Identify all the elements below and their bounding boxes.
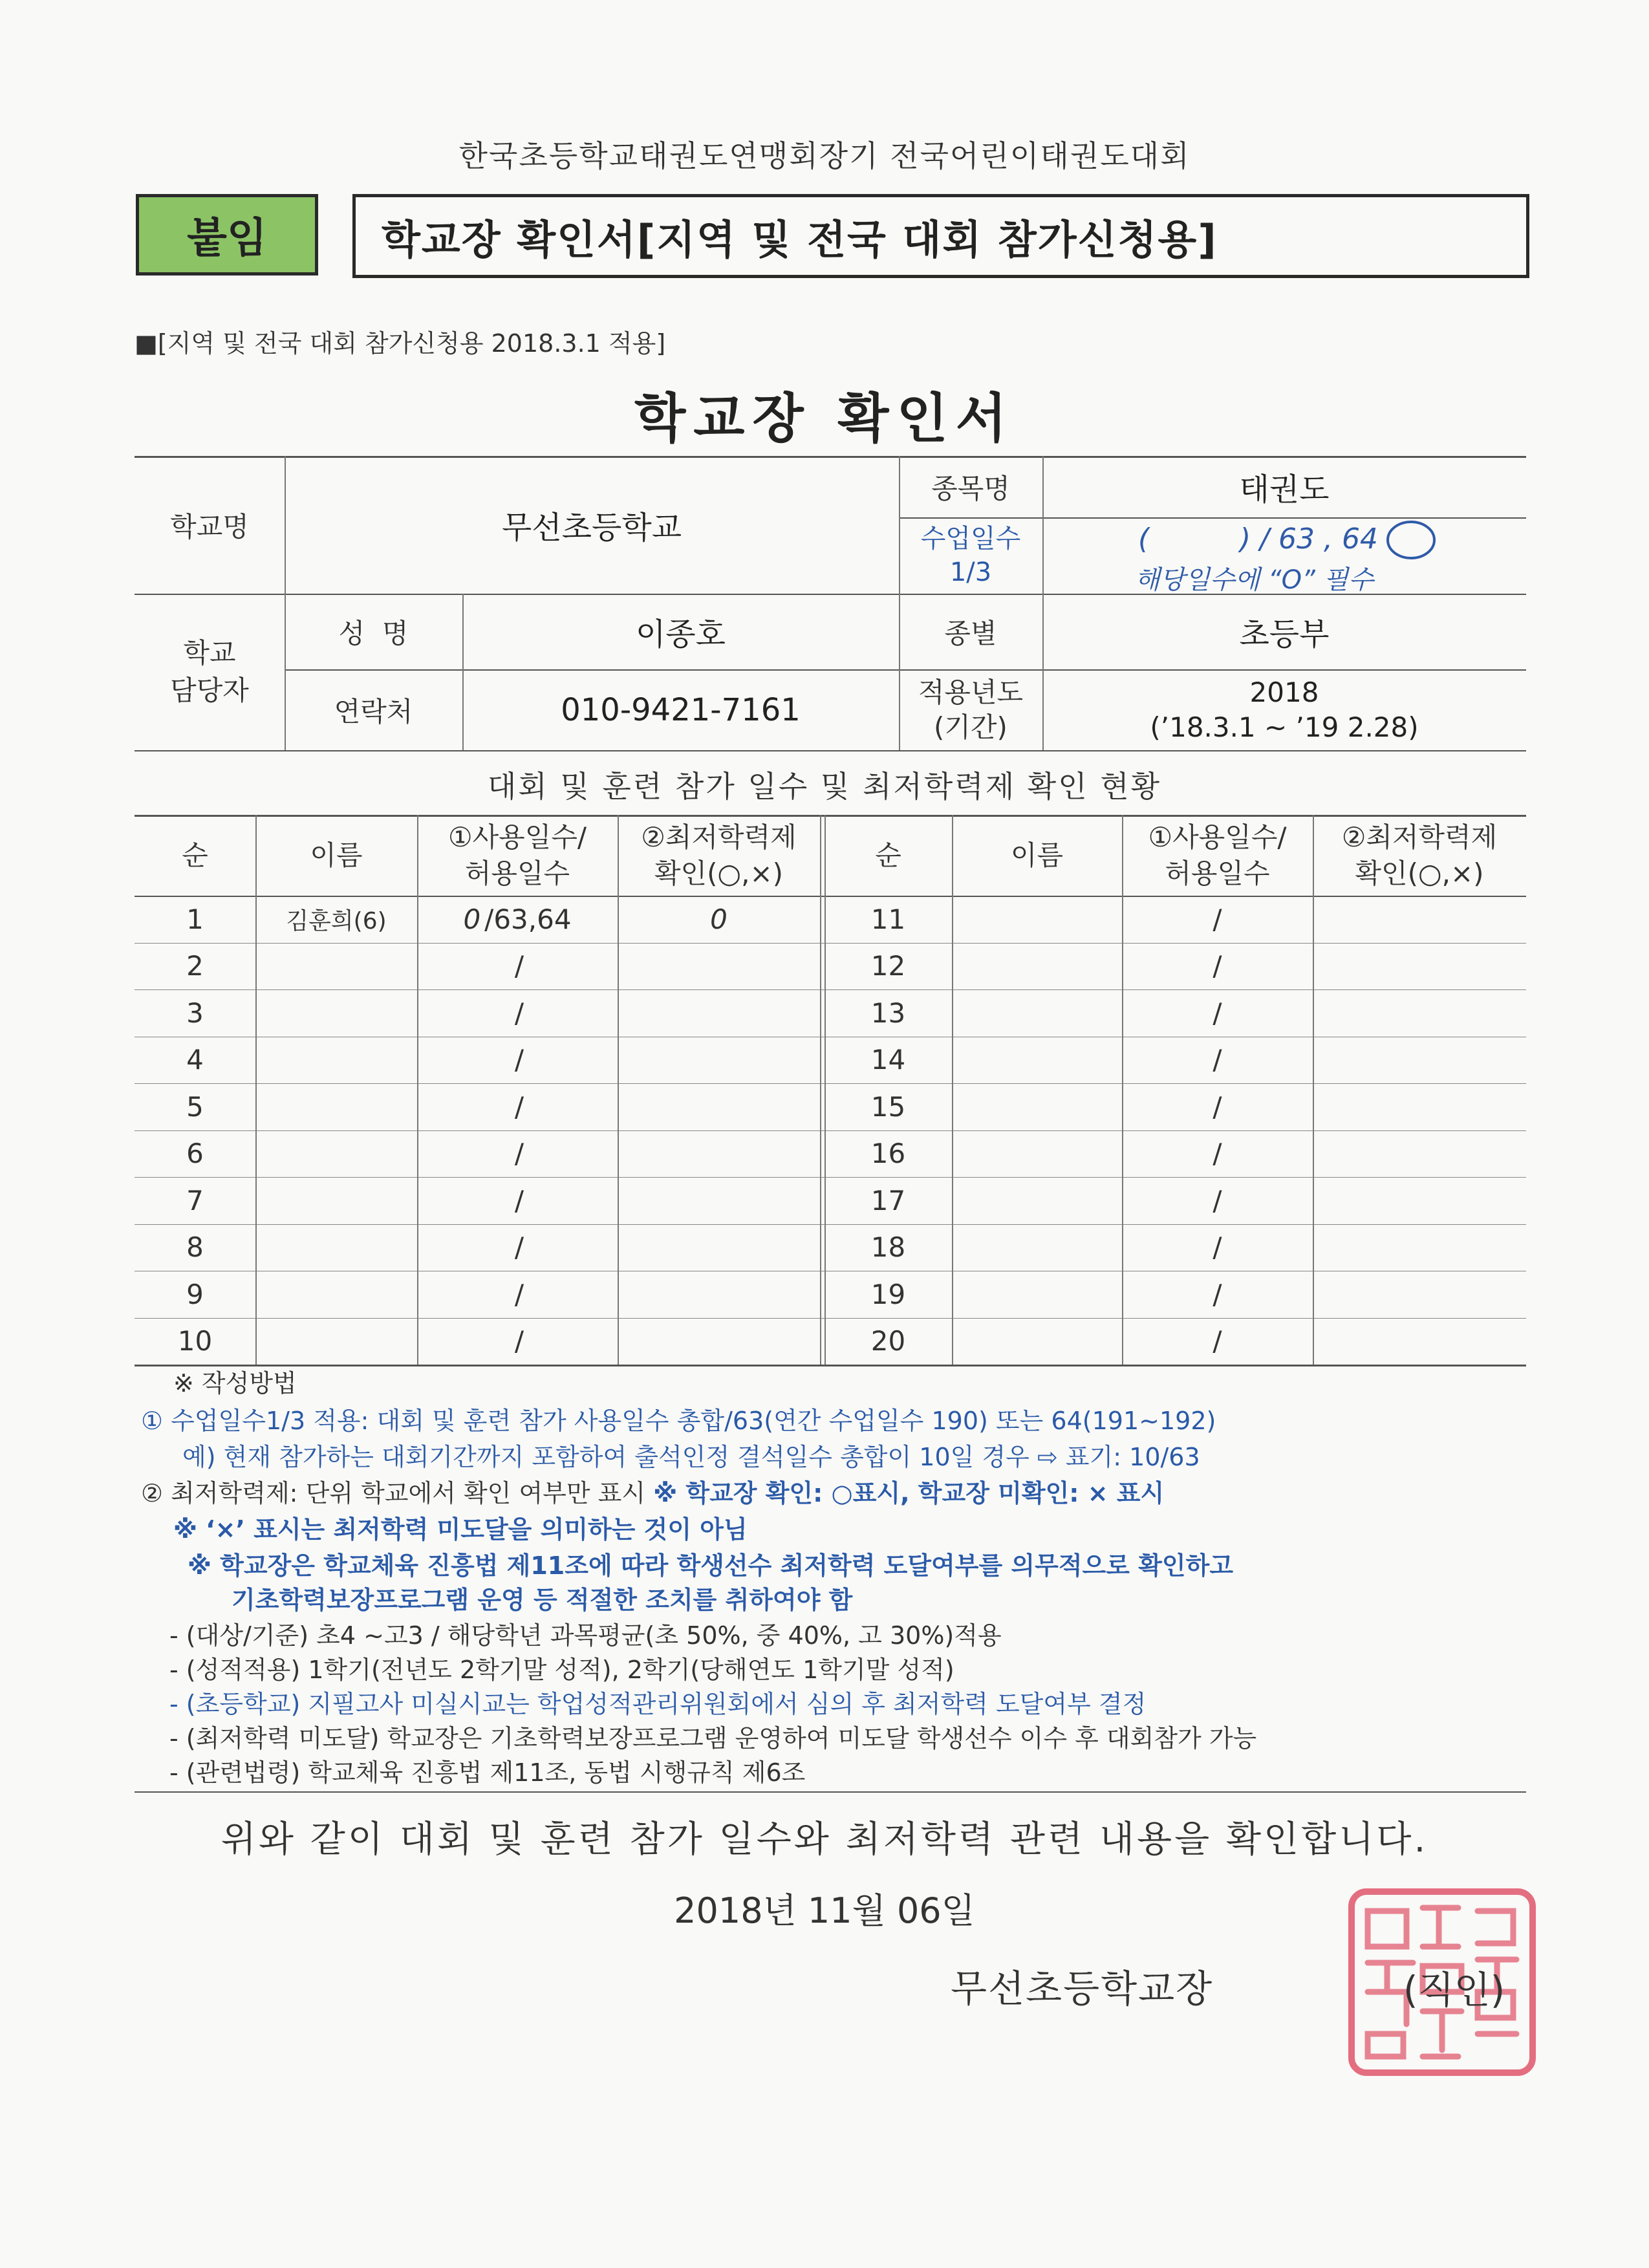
header-min-line1: ②최저학력제 [1341, 821, 1498, 853]
header-min-line2: 확인(○,×) [1355, 857, 1484, 889]
row-number: 5 [186, 1090, 204, 1123]
event-title: 한국초등학교태권도연맹회장기 전국어린이태권도대회 [458, 138, 1191, 173]
used-days-value: / [514, 1044, 524, 1076]
min-academic-check [1313, 1318, 1526, 1365]
min-academic-check [618, 1037, 820, 1084]
min-academic-check [618, 1224, 820, 1271]
used-days-value: / [514, 1325, 524, 1357]
used-days: / [1212, 1278, 1222, 1310]
min-academic-check [618, 1271, 820, 1318]
min-academic-check [1313, 1271, 1526, 1318]
instruction-item2 [141, 1478, 1164, 1509]
instruction-dash4: - (최저학력 미도달) 학교장은 기초학력보장프로그램 운영하여 미도달 학생선수 이수 후 대회참가 가능 [169, 1724, 1257, 1753]
used-days: / [1212, 950, 1222, 982]
min-academic-check [1313, 1130, 1526, 1178]
row-number: 1 [186, 903, 204, 935]
row-number: 14 [870, 1044, 906, 1076]
used-days: / [1212, 1325, 1222, 1357]
used-days [417, 989, 618, 1037]
header-days-line2: 허용일수 [1165, 857, 1270, 889]
used-days-value: / [514, 1231, 524, 1264]
student-name [952, 1037, 1122, 1084]
header-min-line1: ②최저학력제 [641, 821, 797, 853]
student-name [255, 1224, 417, 1271]
min-academic-check [618, 943, 820, 990]
header-days-right [1122, 815, 1313, 896]
sign-date: 2018년 11월 06일 [674, 1890, 975, 1931]
row-number: 15 [870, 1090, 906, 1123]
used-days [417, 1037, 618, 1084]
row-number: 16 [870, 1138, 906, 1170]
used-days [417, 1130, 618, 1178]
used-days-mark: 0 [463, 903, 481, 935]
student-name [255, 1130, 417, 1178]
reference-note: ■[지역 및 전국 대회 참가신청용 2018.3.1 적용] [135, 329, 666, 358]
used-days [417, 943, 618, 990]
student-name [952, 989, 1122, 1037]
year-label-2: (기간) [934, 711, 1008, 743]
main-title: 학교장 확인서 [634, 388, 1015, 449]
min-academic-check [618, 1083, 820, 1130]
used-days [417, 1271, 618, 1318]
divider [135, 1791, 1526, 1793]
student-name [952, 1083, 1122, 1130]
used-days-value: / [514, 950, 524, 982]
confirm-text: 위와 같이 대회 및 훈련 참가 일수와 최저학력 관련 내용을 확인합니다. [221, 1819, 1428, 1861]
row-number: 13 [870, 997, 906, 1029]
instruction-note1: ※ ‘×’ 표시는 최저학력 미도달을 의미하는 것이 아님 [173, 1515, 748, 1544]
min-academic-check: 0 [710, 903, 727, 935]
row-number: 9 [186, 1278, 204, 1310]
min-academic-check [1313, 1224, 1526, 1271]
year-label [899, 669, 1042, 750]
row-number: 6 [186, 1138, 204, 1170]
manager-name: 이종호 [635, 616, 726, 653]
used-days: / [1212, 1138, 1222, 1170]
row-number: 19 [870, 1278, 906, 1310]
student-name [952, 1177, 1122, 1224]
used-days: / [1212, 1231, 1222, 1264]
used-days [417, 1224, 618, 1271]
min-academic-check [618, 1318, 820, 1365]
used-days [417, 896, 618, 943]
manager-label-1: 학교 [183, 637, 236, 669]
min-academic-check [1313, 896, 1526, 943]
header-name-left: 이름 [310, 839, 363, 871]
divider [820, 815, 821, 1365]
manager-label-2: 담당자 [170, 675, 249, 706]
min-academic-check [1313, 1037, 1526, 1084]
header-days-line1: ①사용일수/ [447, 821, 587, 853]
row-number: 4 [186, 1044, 204, 1076]
used-days: / [1212, 1090, 1222, 1123]
header-name-right: 이름 [1010, 839, 1064, 871]
used-days: / [1212, 1044, 1222, 1076]
student-name [255, 1037, 417, 1084]
student-name [952, 1318, 1122, 1365]
min-academic-check [1313, 1177, 1526, 1224]
instructions-heading: ※ 작성방법 [173, 1369, 297, 1398]
student-name [255, 943, 417, 990]
class-days-label-1: 수업일수 [920, 524, 1021, 554]
used-days [417, 1177, 618, 1224]
used-days-value: / [514, 1184, 524, 1216]
sport-label: 종목명 [931, 472, 1010, 504]
used-days [417, 1318, 618, 1365]
student-name [952, 1271, 1122, 1318]
category: 초등부 [1239, 616, 1330, 653]
category-label: 종별 [944, 617, 997, 649]
used-days [417, 1083, 618, 1130]
row-number: 3 [186, 997, 204, 1029]
student-name: 김훈희(6) [286, 907, 387, 934]
student-name [255, 1177, 417, 1224]
used-days-value: / [514, 1138, 524, 1170]
min-academic-check [618, 1130, 820, 1178]
instruction-note2-line2: 기초학력보장프로그램 운영 등 적절한 조치를 취하여야 함 [232, 1586, 853, 1614]
instruction-note2-line1: ※ 학교장은 학교체육 진흥법 제11조에 따라 학생선수 최저학력 도달여부를 의무적으로 확인하고 [188, 1551, 1234, 1580]
row-number: 10 [177, 1325, 213, 1357]
header-min-right [1313, 815, 1526, 896]
header-min-left [618, 815, 820, 896]
school-name-label: 학교명 [170, 510, 249, 543]
divider [135, 750, 1526, 751]
used-days-value: /63,64 [484, 903, 572, 935]
row-number: 12 [870, 950, 906, 982]
instruction-dash1: - (대상/기준) 초4 ~고3 / 해당학년 과목평균(초 50%, 중 40%, 고 30%)적용 [169, 1621, 1002, 1650]
period: (’18.3.1 ~ ’19 2.28) [1150, 711, 1419, 743]
used-days: / [1212, 997, 1222, 1029]
min-academic-check [1313, 1083, 1526, 1130]
instruction-item1-line2: 예) 현재 참가하는 대회기간까지 포함하여 출석인정 결석일수 총합이 10일 경우 ⇨ 표기: 10/63 [182, 1443, 1200, 1471]
class-days-label-2: 1/3 [949, 557, 992, 587]
class-days-note: 해당일수에 “O” 필수 [1135, 565, 1374, 595]
used-days: / [1212, 903, 1222, 935]
header-days-line1: ①사용일수/ [1148, 821, 1287, 853]
min-academic-check [618, 1177, 820, 1224]
class-days-label [899, 517, 1042, 594]
instruction-dash2: - (성적적용) 1학기(전년도 2학기말 성적), 2학기(당해연도 1학기말 성적) [169, 1656, 954, 1684]
instruction-item1-line1: ① 수업일수1/3 적용: 대회 및 훈련 참가 사용일수 총합/63(연간 수업일수 190) 또는 64(191~192) [141, 1407, 1216, 1435]
row-number: 20 [870, 1325, 906, 1357]
min-academic-check [1313, 989, 1526, 1037]
used-days-value: / [514, 997, 524, 1029]
name-label: 성 명 [338, 617, 409, 649]
principal-name: 무선초등학교장 [951, 1967, 1214, 2011]
instruction-dash3: - (초등학교) 지필고사 미실시교는 학업성적관리위원회에서 심의 후 최저학력 도달여부 결정 [169, 1690, 1147, 1718]
row-number: 7 [186, 1184, 204, 1216]
row-number: 2 [186, 950, 204, 982]
divider [135, 1365, 1526, 1366]
header-no-left: 순 [182, 839, 208, 871]
manager-label [135, 594, 285, 750]
seal-note: (직인) [1403, 1968, 1505, 2012]
used-days: / [1212, 1184, 1222, 1216]
header-no-right: 순 [875, 839, 901, 871]
used-days-value: / [514, 1090, 524, 1123]
attachment-label: 붙임 [136, 194, 318, 275]
student-name [255, 989, 417, 1037]
header-days-left [417, 815, 618, 896]
instruction-dash5: - (관련법령) 학교체육 진흥법 제11조, 동법 시행규칙 제6조 [169, 1758, 806, 1787]
student-name [952, 896, 1122, 943]
instruction-item2-blue: ※ 학교장 확인: ○표시, 학교장 미확인: × 표시 [653, 1479, 1165, 1507]
year: 2018 [1249, 676, 1319, 708]
year-period [1042, 669, 1526, 750]
row-number: 8 [186, 1231, 204, 1264]
min-academic-check [618, 989, 820, 1037]
student-name [952, 943, 1122, 990]
section-title: 대회 및 훈련 참가 일수 및 최저학력제 확인 현황 [487, 769, 1162, 804]
sport: 태권도 [1239, 471, 1330, 508]
used-days-value: / [514, 1278, 524, 1310]
class-days-value: ( ) / 63 , 64 [1138, 523, 1378, 556]
instruction-item2-prefix: ② 최저학력제: 단위 학교에서 확인 여부만 표시 [141, 1479, 646, 1507]
header-min-line2: 확인(○,×) [654, 857, 784, 889]
student-name [255, 1271, 417, 1318]
row-number: 18 [870, 1231, 906, 1264]
min-academic-check [1313, 943, 1526, 990]
year-label-1: 적용년도 [918, 676, 1024, 708]
contact-label: 연락처 [334, 695, 413, 728]
row-number: 11 [870, 903, 906, 935]
student-name [255, 1318, 417, 1365]
header-days-line2: 허용일수 [464, 857, 570, 889]
document-box-title: 학교장 확인서[지역 및 전국 대회 참가신청용] [352, 194, 1529, 278]
contact: 010-9421-7161 [561, 691, 801, 728]
row-number: 17 [870, 1184, 906, 1216]
student-name [952, 1224, 1122, 1271]
circled-64-mark [1384, 517, 1442, 563]
student-name [952, 1130, 1122, 1178]
school-name: 무선초등학교 [501, 510, 682, 546]
student-name [255, 1083, 417, 1130]
